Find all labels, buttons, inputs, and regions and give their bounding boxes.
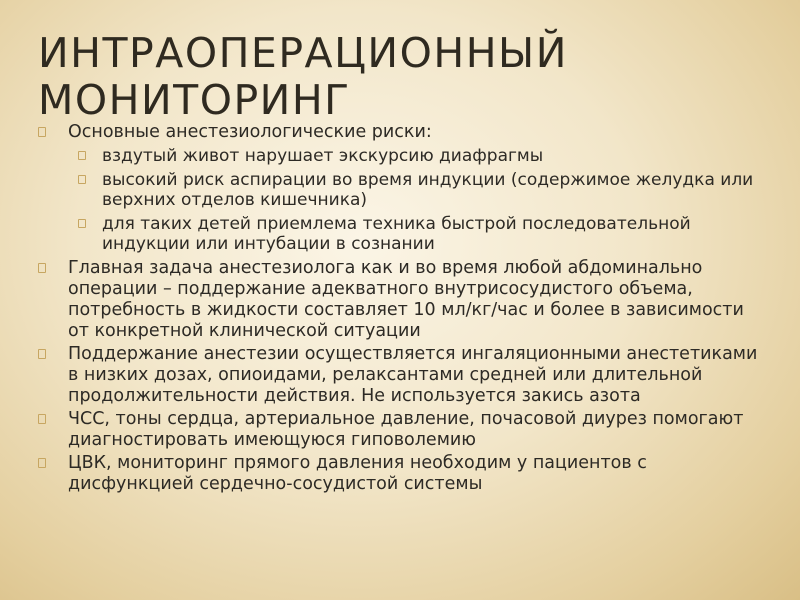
bullet-item-hypovolemia xyxy=(38,409,758,451)
bullet-text: Основные анестезиологические риски: xyxy=(68,122,432,142)
bullet-icon xyxy=(38,263,46,273)
bullet-icon xyxy=(38,458,46,468)
bullet-icon xyxy=(38,349,46,359)
sub-bullet-item xyxy=(68,146,758,167)
bullet-text: Главная задача анестезиолога как и во время любой абдоминально операции – поддержание адекватного внутрисосудистого объема, потребность в жидкости составляет 10 мл/кг/час и более в зависимости от конкретной клинической ситуации xyxy=(68,257,744,341)
bullet-item-main-task xyxy=(38,258,758,342)
bullet-item-risks xyxy=(38,122,758,255)
bullet-item-anesthesia xyxy=(38,344,758,407)
bullet-text: Поддержание анестезии осуществляется ингаляционными анестетиками в низких дозах, опиоидами, релаксантами средней или длительной продолжительности действия. Не используется закись азота xyxy=(68,343,758,406)
sub-bullet-text: высокий риск аспирации во время индукции (содержимое желудка или верхних отделов кишечника) xyxy=(102,169,754,210)
sub-bullet-list xyxy=(68,146,758,255)
slide-content xyxy=(38,122,758,497)
bullet-text: ЧСС, тоны сердца, артериальное давление, почасовой диурез помогают диагностировать имеющуюся гиповолемию xyxy=(68,408,744,450)
bullet-text: ЦВК, мониторинг прямого давления необходим у пациентов с дисфункцией сердечно-сосудистой системы xyxy=(68,452,647,494)
sub-bullet-text: вздутый живот нарушает экскурсию диафрагмы xyxy=(102,146,544,166)
bullet-list xyxy=(38,122,758,495)
sub-bullet-item xyxy=(68,170,758,211)
bullet-icon xyxy=(38,414,46,424)
slide-title: ИНТРАОПЕРАЦИОННЫЙ МОНИТОРИНГ xyxy=(38,29,568,124)
bullet-icon xyxy=(78,175,86,184)
bullet-icon xyxy=(38,127,46,137)
bullet-item-cvc xyxy=(38,453,758,495)
sub-bullet-item xyxy=(68,214,758,255)
bullet-icon xyxy=(78,151,86,160)
bullet-icon xyxy=(78,219,86,228)
sub-bullet-text: для таких детей приемлема техника быстрой последовательной индукции или интубации в сознании xyxy=(102,213,691,254)
